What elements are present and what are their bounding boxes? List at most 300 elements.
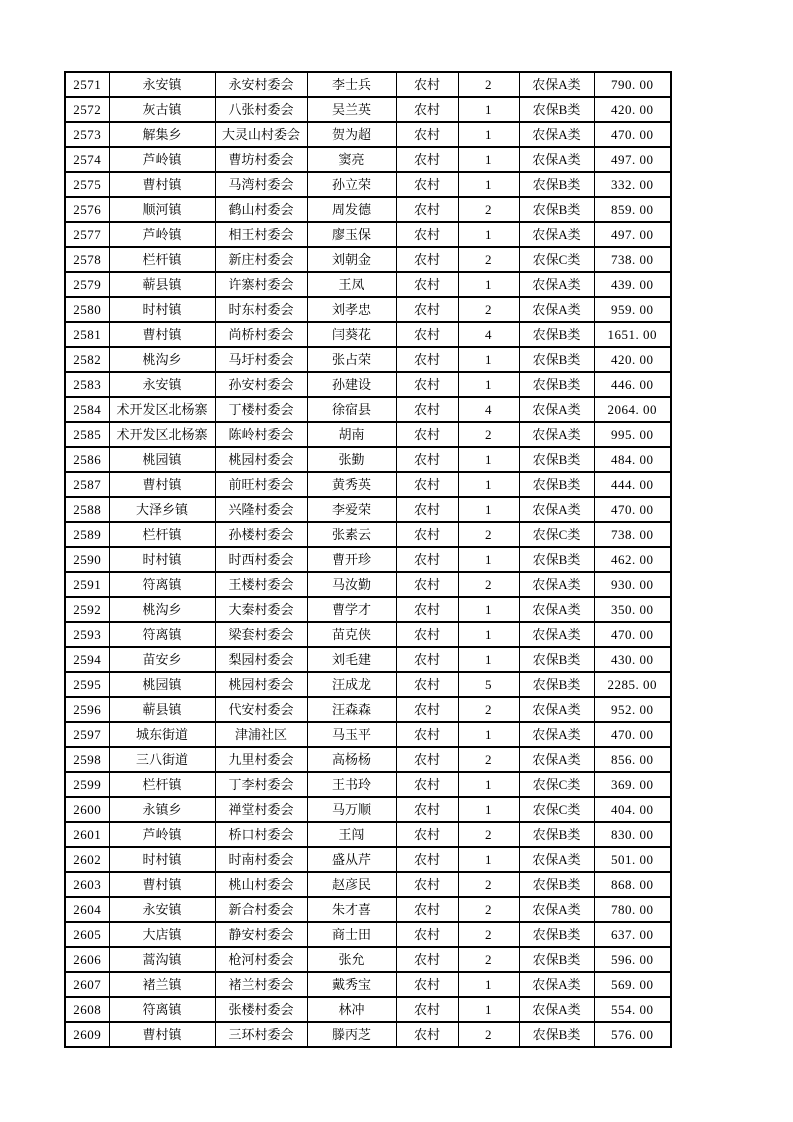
cell-serial-number: 2608 xyxy=(65,997,109,1022)
cell-town: 顺河镇 xyxy=(109,197,215,222)
cell-village-committee: 梁套村委会 xyxy=(215,622,307,647)
table-row xyxy=(65,247,671,272)
cell-serial-number: 2583 xyxy=(65,372,109,397)
cell-town: 蒿沟镇 xyxy=(109,947,215,972)
cell-serial-number: 2602 xyxy=(65,847,109,872)
cell-insurance-category: 农保B类 xyxy=(519,447,594,472)
table-row xyxy=(65,72,671,97)
cell-town: 三八街道 xyxy=(109,747,215,772)
cell-village-committee: 代安村委会 xyxy=(215,697,307,722)
cell-person-count: 1 xyxy=(458,122,519,147)
cell-insurance-category: 农保B类 xyxy=(519,672,594,697)
cell-amount: 350. 00 xyxy=(594,597,671,622)
cell-person-name: 刘孝忠 xyxy=(307,297,396,322)
cell-amount: 859. 00 xyxy=(594,197,671,222)
cell-town: 符离镇 xyxy=(109,572,215,597)
table-row xyxy=(65,522,671,547)
cell-residence-type: 农村 xyxy=(396,247,458,272)
cell-amount: 470. 00 xyxy=(594,497,671,522)
cell-serial-number: 2600 xyxy=(65,797,109,822)
cell-serial-number: 2599 xyxy=(65,772,109,797)
cell-serial-number: 2595 xyxy=(65,672,109,697)
table-row xyxy=(65,372,671,397)
table-row xyxy=(65,872,671,897)
table-row xyxy=(65,197,671,222)
cell-insurance-category: 农保B类 xyxy=(519,822,594,847)
cell-residence-type: 农村 xyxy=(396,847,458,872)
cell-insurance-category: 农保A类 xyxy=(519,622,594,647)
cell-amount: 501. 00 xyxy=(594,847,671,872)
cell-serial-number: 2591 xyxy=(65,572,109,597)
cell-town: 栏杆镇 xyxy=(109,772,215,797)
cell-village-committee: 静安村委会 xyxy=(215,922,307,947)
cell-person-count: 2 xyxy=(458,522,519,547)
table-row xyxy=(65,97,671,122)
table-row xyxy=(65,697,671,722)
cell-insurance-category: 农保B类 xyxy=(519,947,594,972)
cell-village-committee: 曹坊村委会 xyxy=(215,147,307,172)
cell-person-name: 汪森森 xyxy=(307,697,396,722)
table-row xyxy=(65,597,671,622)
cell-person-name: 王书玲 xyxy=(307,772,396,797)
cell-serial-number: 2578 xyxy=(65,247,109,272)
cell-village-committee: 许寨村委会 xyxy=(215,272,307,297)
cell-town: 桃园镇 xyxy=(109,672,215,697)
cell-person-name: 黄秀英 xyxy=(307,472,396,497)
cell-village-committee: 九里村委会 xyxy=(215,747,307,772)
cell-person-name: 赵彦民 xyxy=(307,872,396,897)
table-row xyxy=(65,622,671,647)
cell-person-name: 马玉平 xyxy=(307,722,396,747)
cell-person-count: 2 xyxy=(458,197,519,222)
cell-person-name: 吴兰英 xyxy=(307,97,396,122)
cell-residence-type: 农村 xyxy=(396,822,458,847)
cell-insurance-category: 农保A类 xyxy=(519,297,594,322)
cell-serial-number: 2588 xyxy=(65,497,109,522)
cell-amount: 637. 00 xyxy=(594,922,671,947)
cell-amount: 470. 00 xyxy=(594,122,671,147)
cell-amount: 576. 00 xyxy=(594,1022,671,1047)
cell-person-name: 马万顺 xyxy=(307,797,396,822)
cell-town: 术开发区北杨寨 xyxy=(109,422,215,447)
cell-village-committee: 尚桥村委会 xyxy=(215,322,307,347)
cell-amount: 497. 00 xyxy=(594,222,671,247)
cell-residence-type: 农村 xyxy=(396,997,458,1022)
cell-town: 永安镇 xyxy=(109,72,215,97)
table-body xyxy=(65,72,671,1047)
cell-village-committee: 褚兰村委会 xyxy=(215,972,307,997)
cell-village-committee: 兴隆村委会 xyxy=(215,497,307,522)
cell-amount: 446. 00 xyxy=(594,372,671,397)
cell-amount: 2064. 00 xyxy=(594,397,671,422)
cell-amount: 868. 00 xyxy=(594,872,671,897)
cell-insurance-category: 农保A类 xyxy=(519,847,594,872)
cell-person-count: 1 xyxy=(458,472,519,497)
cell-village-committee: 鹤山村委会 xyxy=(215,197,307,222)
cell-residence-type: 农村 xyxy=(396,672,458,697)
cell-amount: 780. 00 xyxy=(594,897,671,922)
cell-town: 符离镇 xyxy=(109,622,215,647)
table-row xyxy=(65,922,671,947)
cell-residence-type: 农村 xyxy=(396,197,458,222)
cell-person-count: 2 xyxy=(458,247,519,272)
cell-person-name: 滕丙芝 xyxy=(307,1022,396,1047)
table-row xyxy=(65,672,671,697)
cell-person-count: 1 xyxy=(458,722,519,747)
cell-insurance-category: 农保A类 xyxy=(519,572,594,597)
cell-person-count: 1 xyxy=(458,97,519,122)
cell-village-committee: 梨园村委会 xyxy=(215,647,307,672)
cell-person-name: 马汝勤 xyxy=(307,572,396,597)
cell-serial-number: 2601 xyxy=(65,822,109,847)
cell-person-count: 1 xyxy=(458,597,519,622)
cell-serial-number: 2596 xyxy=(65,697,109,722)
cell-person-name: 曹开珍 xyxy=(307,547,396,572)
cell-insurance-category: 农保B类 xyxy=(519,172,594,197)
cell-amount: 856. 00 xyxy=(594,747,671,772)
cell-village-committee: 津浦社区 xyxy=(215,722,307,747)
cell-residence-type: 农村 xyxy=(396,547,458,572)
cell-person-name: 朱才喜 xyxy=(307,897,396,922)
cell-serial-number: 2572 xyxy=(65,97,109,122)
cell-town: 芦岭镇 xyxy=(109,222,215,247)
cell-town: 芦岭镇 xyxy=(109,147,215,172)
cell-person-name: 张素云 xyxy=(307,522,396,547)
cell-insurance-category: 农保A类 xyxy=(519,597,594,622)
cell-residence-type: 农村 xyxy=(396,947,458,972)
cell-village-committee: 相王村委会 xyxy=(215,222,307,247)
cell-person-name: 窦亮 xyxy=(307,147,396,172)
cell-person-name: 廖玉保 xyxy=(307,222,396,247)
cell-insurance-category: 农保B类 xyxy=(519,547,594,572)
table-row xyxy=(65,897,671,922)
cell-residence-type: 农村 xyxy=(396,722,458,747)
cell-amount: 2285. 00 xyxy=(594,672,671,697)
cell-residence-type: 农村 xyxy=(396,147,458,172)
cell-person-name: 周发德 xyxy=(307,197,396,222)
cell-residence-type: 农村 xyxy=(396,472,458,497)
cell-town: 桃沟乡 xyxy=(109,597,215,622)
cell-village-committee: 时南村委会 xyxy=(215,847,307,872)
cell-town: 曹村镇 xyxy=(109,872,215,897)
cell-insurance-category: 农保A类 xyxy=(519,222,594,247)
cell-person-count: 2 xyxy=(458,872,519,897)
cell-insurance-category: 农保B类 xyxy=(519,647,594,672)
cell-serial-number: 2598 xyxy=(65,747,109,772)
table-row xyxy=(65,747,671,772)
table-row xyxy=(65,172,671,197)
cell-serial-number: 2571 xyxy=(65,72,109,97)
cell-residence-type: 农村 xyxy=(396,872,458,897)
cell-residence-type: 农村 xyxy=(396,897,458,922)
cell-amount: 1651. 00 xyxy=(594,322,671,347)
table-row xyxy=(65,947,671,972)
cell-town: 永镇乡 xyxy=(109,797,215,822)
cell-serial-number: 2573 xyxy=(65,122,109,147)
cell-person-count: 2 xyxy=(458,897,519,922)
cell-person-name: 刘朝金 xyxy=(307,247,396,272)
cell-residence-type: 农村 xyxy=(396,322,458,347)
cell-person-count: 1 xyxy=(458,347,519,372)
cell-serial-number: 2575 xyxy=(65,172,109,197)
cell-person-count: 2 xyxy=(458,922,519,947)
cell-person-name: 李爱荣 xyxy=(307,497,396,522)
cell-person-count: 1 xyxy=(458,447,519,472)
cell-village-committee: 王楼村委会 xyxy=(215,572,307,597)
cell-person-count: 2 xyxy=(458,297,519,322)
cell-insurance-category: 农保B类 xyxy=(519,472,594,497)
table-row xyxy=(65,122,671,147)
cell-serial-number: 2587 xyxy=(65,472,109,497)
cell-town: 术开发区北杨寨 xyxy=(109,397,215,422)
cell-town: 时村镇 xyxy=(109,847,215,872)
cell-person-count: 4 xyxy=(458,397,519,422)
cell-person-name: 汪成龙 xyxy=(307,672,396,697)
cell-town: 桃园镇 xyxy=(109,447,215,472)
cell-amount: 790. 00 xyxy=(594,72,671,97)
cell-residence-type: 农村 xyxy=(396,422,458,447)
cell-serial-number: 2606 xyxy=(65,947,109,972)
cell-village-committee: 时东村委会 xyxy=(215,297,307,322)
cell-person-count: 2 xyxy=(458,572,519,597)
cell-person-count: 2 xyxy=(458,947,519,972)
cell-person-count: 1 xyxy=(458,972,519,997)
cell-person-count: 1 xyxy=(458,622,519,647)
cell-village-committee: 孙安村委会 xyxy=(215,372,307,397)
cell-village-committee: 桃园村委会 xyxy=(215,447,307,472)
cell-person-count: 2 xyxy=(458,697,519,722)
cell-insurance-category: 农保B类 xyxy=(519,322,594,347)
cell-amount: 444. 00 xyxy=(594,472,671,497)
cell-town: 栏杆镇 xyxy=(109,522,215,547)
cell-amount: 470. 00 xyxy=(594,722,671,747)
cell-amount: 404. 00 xyxy=(594,797,671,822)
cell-village-committee: 新庄村委会 xyxy=(215,247,307,272)
cell-person-count: 2 xyxy=(458,747,519,772)
cell-insurance-category: 农保A类 xyxy=(519,697,594,722)
cell-person-name: 曹学才 xyxy=(307,597,396,622)
cell-town: 褚兰镇 xyxy=(109,972,215,997)
cell-residence-type: 农村 xyxy=(396,97,458,122)
cell-insurance-category: 农保B类 xyxy=(519,347,594,372)
cell-person-count: 4 xyxy=(458,322,519,347)
cell-amount: 470. 00 xyxy=(594,622,671,647)
cell-amount: 930. 00 xyxy=(594,572,671,597)
cell-village-committee: 桃园村委会 xyxy=(215,672,307,697)
cell-town: 曹村镇 xyxy=(109,322,215,347)
cell-residence-type: 农村 xyxy=(396,797,458,822)
cell-village-committee: 永安村委会 xyxy=(215,72,307,97)
cell-serial-number: 2580 xyxy=(65,297,109,322)
cell-village-committee: 丁李村委会 xyxy=(215,772,307,797)
table-row xyxy=(65,822,671,847)
table-row xyxy=(65,497,671,522)
cell-residence-type: 农村 xyxy=(396,122,458,147)
cell-residence-type: 农村 xyxy=(396,697,458,722)
cell-serial-number: 2576 xyxy=(65,197,109,222)
cell-person-count: 1 xyxy=(458,222,519,247)
cell-amount: 497. 00 xyxy=(594,147,671,172)
cell-insurance-category: 农保A类 xyxy=(519,397,594,422)
cell-residence-type: 农村 xyxy=(396,297,458,322)
cell-residence-type: 农村 xyxy=(396,622,458,647)
cell-residence-type: 农村 xyxy=(396,222,458,247)
cell-town: 蕲县镇 xyxy=(109,272,215,297)
cell-amount: 995. 00 xyxy=(594,422,671,447)
cell-amount: 738. 00 xyxy=(594,247,671,272)
cell-person-name: 李士兵 xyxy=(307,72,396,97)
table-row xyxy=(65,147,671,172)
cell-amount: 430. 00 xyxy=(594,647,671,672)
cell-amount: 439. 00 xyxy=(594,272,671,297)
cell-town: 大泽乡镇 xyxy=(109,497,215,522)
cell-insurance-category: 农保A类 xyxy=(519,147,594,172)
cell-village-committee: 三环村委会 xyxy=(215,1022,307,1047)
table-row xyxy=(65,472,671,497)
cell-town: 曹村镇 xyxy=(109,1022,215,1047)
cell-person-count: 2 xyxy=(458,72,519,97)
cell-serial-number: 2592 xyxy=(65,597,109,622)
table-row xyxy=(65,397,671,422)
cell-residence-type: 农村 xyxy=(396,922,458,947)
cell-amount: 369. 00 xyxy=(594,772,671,797)
cell-town: 永安镇 xyxy=(109,372,215,397)
cell-amount: 484. 00 xyxy=(594,447,671,472)
cell-person-name: 王闯 xyxy=(307,822,396,847)
cell-residence-type: 农村 xyxy=(396,747,458,772)
cell-town: 解集乡 xyxy=(109,122,215,147)
cell-insurance-category: 农保C类 xyxy=(519,247,594,272)
cell-person-name: 张占荣 xyxy=(307,347,396,372)
benefits-roster-table xyxy=(64,71,672,1048)
cell-amount: 959. 00 xyxy=(594,297,671,322)
cell-insurance-category: 农保A类 xyxy=(519,272,594,297)
cell-amount: 420. 00 xyxy=(594,97,671,122)
table-row xyxy=(65,447,671,472)
cell-residence-type: 农村 xyxy=(396,972,458,997)
cell-person-name: 刘毛建 xyxy=(307,647,396,672)
cell-residence-type: 农村 xyxy=(396,397,458,422)
cell-serial-number: 2604 xyxy=(65,897,109,922)
cell-residence-type: 农村 xyxy=(396,647,458,672)
cell-person-name: 张勤 xyxy=(307,447,396,472)
cell-residence-type: 农村 xyxy=(396,597,458,622)
cell-serial-number: 2607 xyxy=(65,972,109,997)
cell-town: 符离镇 xyxy=(109,997,215,1022)
cell-person-name: 苗克侠 xyxy=(307,622,396,647)
cell-serial-number: 2581 xyxy=(65,322,109,347)
cell-insurance-category: 农保B类 xyxy=(519,197,594,222)
table-row xyxy=(65,572,671,597)
cell-residence-type: 农村 xyxy=(396,172,458,197)
cell-insurance-category: 农保B类 xyxy=(519,872,594,897)
cell-village-committee: 孙楼村委会 xyxy=(215,522,307,547)
cell-person-name: 贺为超 xyxy=(307,122,396,147)
cell-person-name: 张允 xyxy=(307,947,396,972)
cell-insurance-category: 农保A类 xyxy=(519,497,594,522)
cell-person-name: 商士田 xyxy=(307,922,396,947)
cell-insurance-category: 农保A类 xyxy=(519,722,594,747)
cell-person-name: 高杨杨 xyxy=(307,747,396,772)
cell-town: 时村镇 xyxy=(109,297,215,322)
cell-person-count: 5 xyxy=(458,672,519,697)
cell-person-name: 闫葵花 xyxy=(307,322,396,347)
cell-serial-number: 2582 xyxy=(65,347,109,372)
cell-village-committee: 桃山村委会 xyxy=(215,872,307,897)
cell-person-count: 1 xyxy=(458,497,519,522)
cell-residence-type: 农村 xyxy=(396,447,458,472)
cell-village-committee: 马湾村委会 xyxy=(215,172,307,197)
cell-serial-number: 2590 xyxy=(65,547,109,572)
cell-town: 大店镇 xyxy=(109,922,215,947)
cell-amount: 332. 00 xyxy=(594,172,671,197)
cell-person-name: 王凤 xyxy=(307,272,396,297)
cell-amount: 420. 00 xyxy=(594,347,671,372)
cell-person-count: 1 xyxy=(458,272,519,297)
cell-amount: 596. 00 xyxy=(594,947,671,972)
cell-insurance-category: 农保A类 xyxy=(519,897,594,922)
cell-insurance-category: 农保A类 xyxy=(519,72,594,97)
cell-serial-number: 2586 xyxy=(65,447,109,472)
cell-person-count: 1 xyxy=(458,997,519,1022)
cell-amount: 554. 00 xyxy=(594,997,671,1022)
cell-residence-type: 农村 xyxy=(396,572,458,597)
cell-insurance-category: 农保C类 xyxy=(519,772,594,797)
cell-insurance-category: 农保A类 xyxy=(519,997,594,1022)
cell-serial-number: 2605 xyxy=(65,922,109,947)
cell-town: 苗安乡 xyxy=(109,647,215,672)
cell-village-committee: 大秦村委会 xyxy=(215,597,307,622)
cell-serial-number: 2609 xyxy=(65,1022,109,1047)
cell-amount: 738. 00 xyxy=(594,522,671,547)
cell-person-count: 2 xyxy=(458,1022,519,1047)
cell-village-committee: 前旺村委会 xyxy=(215,472,307,497)
table-row xyxy=(65,722,671,747)
cell-person-count: 1 xyxy=(458,172,519,197)
cell-person-name: 孙立荣 xyxy=(307,172,396,197)
cell-village-committee: 大灵山村委会 xyxy=(215,122,307,147)
cell-insurance-category: 农保C类 xyxy=(519,522,594,547)
cell-serial-number: 2594 xyxy=(65,647,109,672)
cell-amount: 569. 00 xyxy=(594,972,671,997)
table-row xyxy=(65,347,671,372)
cell-person-name: 胡南 xyxy=(307,422,396,447)
cell-village-committee: 桥口村委会 xyxy=(215,822,307,847)
cell-insurance-category: 农保B类 xyxy=(519,97,594,122)
cell-amount: 952. 00 xyxy=(594,697,671,722)
cell-residence-type: 农村 xyxy=(396,772,458,797)
cell-insurance-category: 农保B类 xyxy=(519,372,594,397)
cell-town: 永安镇 xyxy=(109,897,215,922)
table-row xyxy=(65,322,671,347)
cell-town: 曹村镇 xyxy=(109,172,215,197)
table-row xyxy=(65,272,671,297)
cell-serial-number: 2597 xyxy=(65,722,109,747)
cell-person-count: 1 xyxy=(458,847,519,872)
cell-serial-number: 2603 xyxy=(65,872,109,897)
table-row xyxy=(65,972,671,997)
cell-town: 曹村镇 xyxy=(109,472,215,497)
cell-town: 时村镇 xyxy=(109,547,215,572)
cell-person-name: 徐宿县 xyxy=(307,397,396,422)
cell-residence-type: 农村 xyxy=(396,372,458,397)
cell-person-count: 1 xyxy=(458,647,519,672)
cell-serial-number: 2584 xyxy=(65,397,109,422)
cell-town: 芦岭镇 xyxy=(109,822,215,847)
cell-amount: 830. 00 xyxy=(594,822,671,847)
cell-residence-type: 农村 xyxy=(396,72,458,97)
cell-village-committee: 八张村委会 xyxy=(215,97,307,122)
